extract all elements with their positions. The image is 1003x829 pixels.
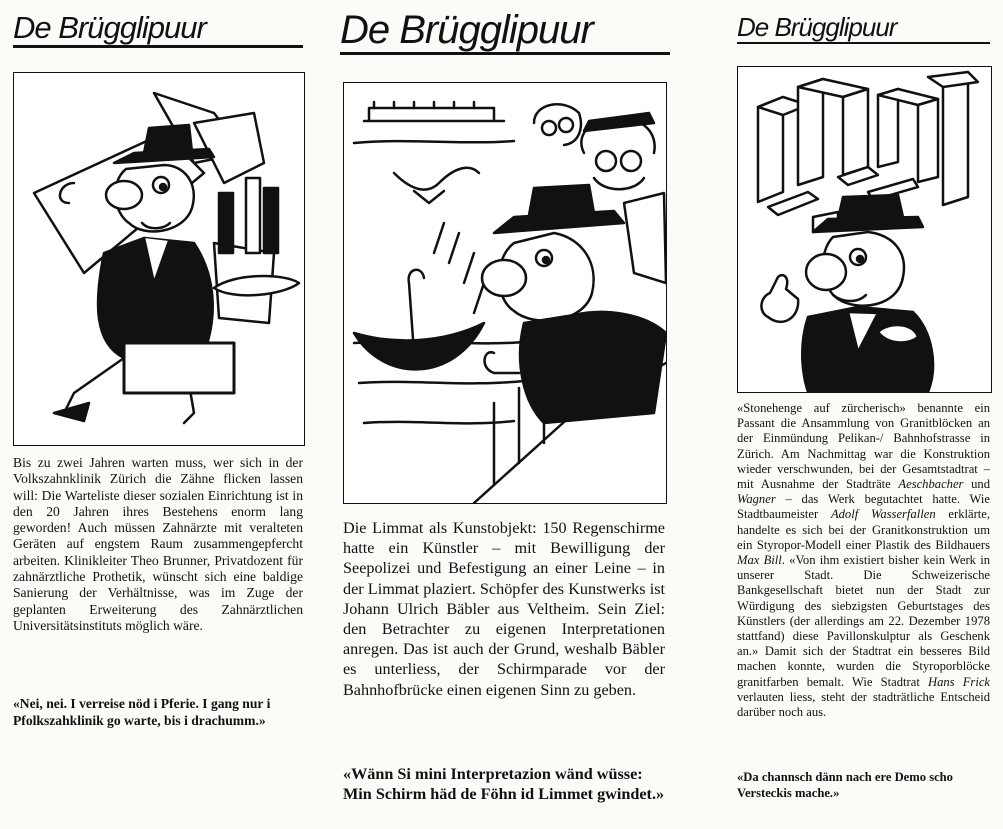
article-quote: «Wänn Si mini Interpretazion wänd wüsse: Min Schirm häd de Föhn id Limmet gwindet.» bbox=[343, 765, 665, 803]
text-part: verlauten liess, steht der stadträtliche Entscheid darüber noch aus. bbox=[737, 689, 990, 720]
article-text: Bis zu zwei Jahren warten muss, wer sich in der Volkszahnklinik Zürich die Zähne flicken lassen will: Die Warteliste dieser sozialen Einrichtung ist in den 20 Jahren ihres Bestehens enorm lang geworden! Auch müssen Zahnärzte mit veralteten Geräten auf engstem Raum zusammengepfercht arbeiten. Klinikleiter Theo Brunner, Privatdozent für zahnärztliche Prothetik, wünscht sich eine baldige Sanierung der Verhältnisse, was im Zuge der geplanten Erweiterung des Zahnärztlichen Universitätsinstituts möglich wäre. bbox=[13, 455, 303, 633]
cartoon-traveler-drawing bbox=[14, 73, 304, 445]
cartoon-river-drawing bbox=[344, 83, 666, 503]
name-wasserfallen: Adolf Wasserfallen bbox=[830, 507, 936, 522]
name-aeschbacher: Aeschbacher bbox=[898, 477, 964, 492]
column-title: De Brügglipuur bbox=[13, 12, 303, 48]
column-dentist bbox=[0, 0, 320, 829]
cartoon-stonehenge bbox=[737, 66, 992, 393]
text-part: . «Von ihm existiert bisher kein Werk in unserer Stadt. Die Schweizerische Bankgesellschaft bietet nun der Stadt zur Würdigung des siebzigsten Geburtstages des Künstlers (der allerdings am 22. Dezember 1978 stattfand) diese Pavillonskulptur als Geschenk an.» Damit sich der Stadtrat ein besseres Bild machen konnte, wurden die Styroporblöcke granitfarben bemalt. Wie Stadtrat bbox=[737, 553, 990, 689]
text-part: und bbox=[963, 477, 990, 492]
article-quote: «Da channsch dänn nach ere Demo scho Versteckis mache.» bbox=[737, 770, 953, 800]
column-stonehenge bbox=[730, 0, 1003, 829]
article-quote: «Nei, nei. I verreise nöd i Pferie. I gang nur i Pfolkszahklinik go warte, bis i drachumm.» bbox=[13, 696, 271, 728]
cartoon-traveler bbox=[13, 72, 305, 446]
name-max-bill: Max Bill bbox=[737, 553, 782, 568]
text-part: – das Werk begutachtet hatte. Wie Stadtbaumeister bbox=[737, 492, 990, 522]
article-text bbox=[737, 401, 990, 720]
column-title: De Brügglipuur bbox=[737, 14, 990, 44]
text-part: «Stonehenge auf zürcherisch» benannte ein Passant die Ansammlung von Granitblöcken an der Einmündung Pelikan-/ Bahnhofstrasse in Zürich. Am Nachmittag war die Konstruktion wieder verschwunden, bei der Gesamtstadtrat – mit Ausnahme der Stadträte bbox=[737, 401, 990, 492]
column-title: De Brügglipuur bbox=[340, 10, 670, 55]
cartoon-river-umbrellas bbox=[343, 82, 667, 504]
text-part: erklärte, handelte es sich bei der Granitkonstruktion um ein Styropor-Modell einer Plastik des Bildhauers bbox=[737, 507, 991, 552]
cartoon-stonehenge-drawing bbox=[738, 67, 991, 392]
name-hans-frick: Hans Frick bbox=[927, 674, 990, 689]
article-text: Die Limmat als Kunstobjekt: 150 Regenschirme hatte ein Künstler – mit Bewilligung der Seepolizei und Befestigung an einer Leine – in der Limmat plaziert. Schöpfer des Kunstwerks ist Johann Ulrich Bäbler aus Veltheim. Sein Ziel: den Betrachter zu eigenen Interpretationen anregen. Das ist auch der Grund, weshalb Bäbler es unterliess, der Schirmparade vor der Bahnhofbrücke einen eigenen Sinn zu geben. bbox=[343, 519, 665, 699]
name-wagner: Wagner bbox=[737, 492, 776, 507]
column-umbrellas bbox=[330, 0, 680, 829]
